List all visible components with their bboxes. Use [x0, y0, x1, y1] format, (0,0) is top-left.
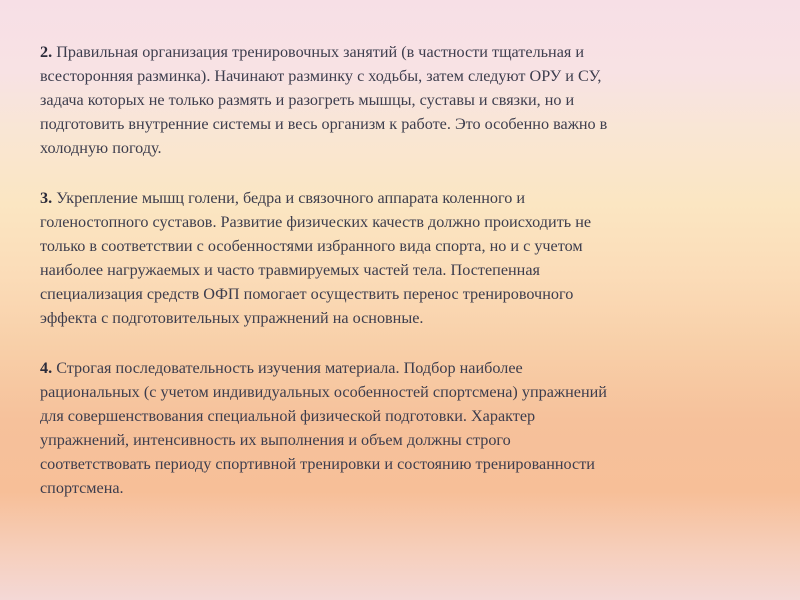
paragraph-text: Укрепление мышц голени, бедра и связочного аппарата коленного и голеностопного суставов. Развитие физических качеств должно происходить не только в соответствии с особенностями избранного вида спорта, но и с учетом наиболее нагружаемых и часто травмируемых частей тела. Постепенная специализация средств ОФП помогает осуществить перенос тренировочного эффекта с подготовительных упражнений на основные. — [40, 189, 592, 327]
paragraph-2 — [40, 40, 762, 160]
paragraph-text: Правильная организация тренировочных занятий (в частности тщательная и всесторонняя разминка). Начинают разминку с ходьбы, затем следуют ОРУ и СУ, задача которых не только размять и разогреть мышцы, суставы и связки, но и подготовить внутренние системы и весь организм к работе. Это особенно важно в холодную погоду. — [40, 43, 608, 157]
paragraph-number: 3. — [40, 189, 53, 207]
paragraph-number: 4. — [40, 359, 53, 377]
paragraph-text: Строгая последовательность изучения материала. Подбор наиболее рациональных (с учетом индивидуальных особенностей спортсмена) упражнений для совершенствования специальной физической подготовки. Характер упражнений, интенсивность их выполнения и объем должны строго соответствовать периоду спортивной тренировки и состоянию тренированности спортсмена. — [40, 359, 607, 497]
paragraph-4 — [40, 356, 762, 500]
paragraph-number: 2. — [40, 43, 53, 61]
paragraph-3 — [40, 186, 762, 330]
slide-content — [40, 40, 762, 500]
